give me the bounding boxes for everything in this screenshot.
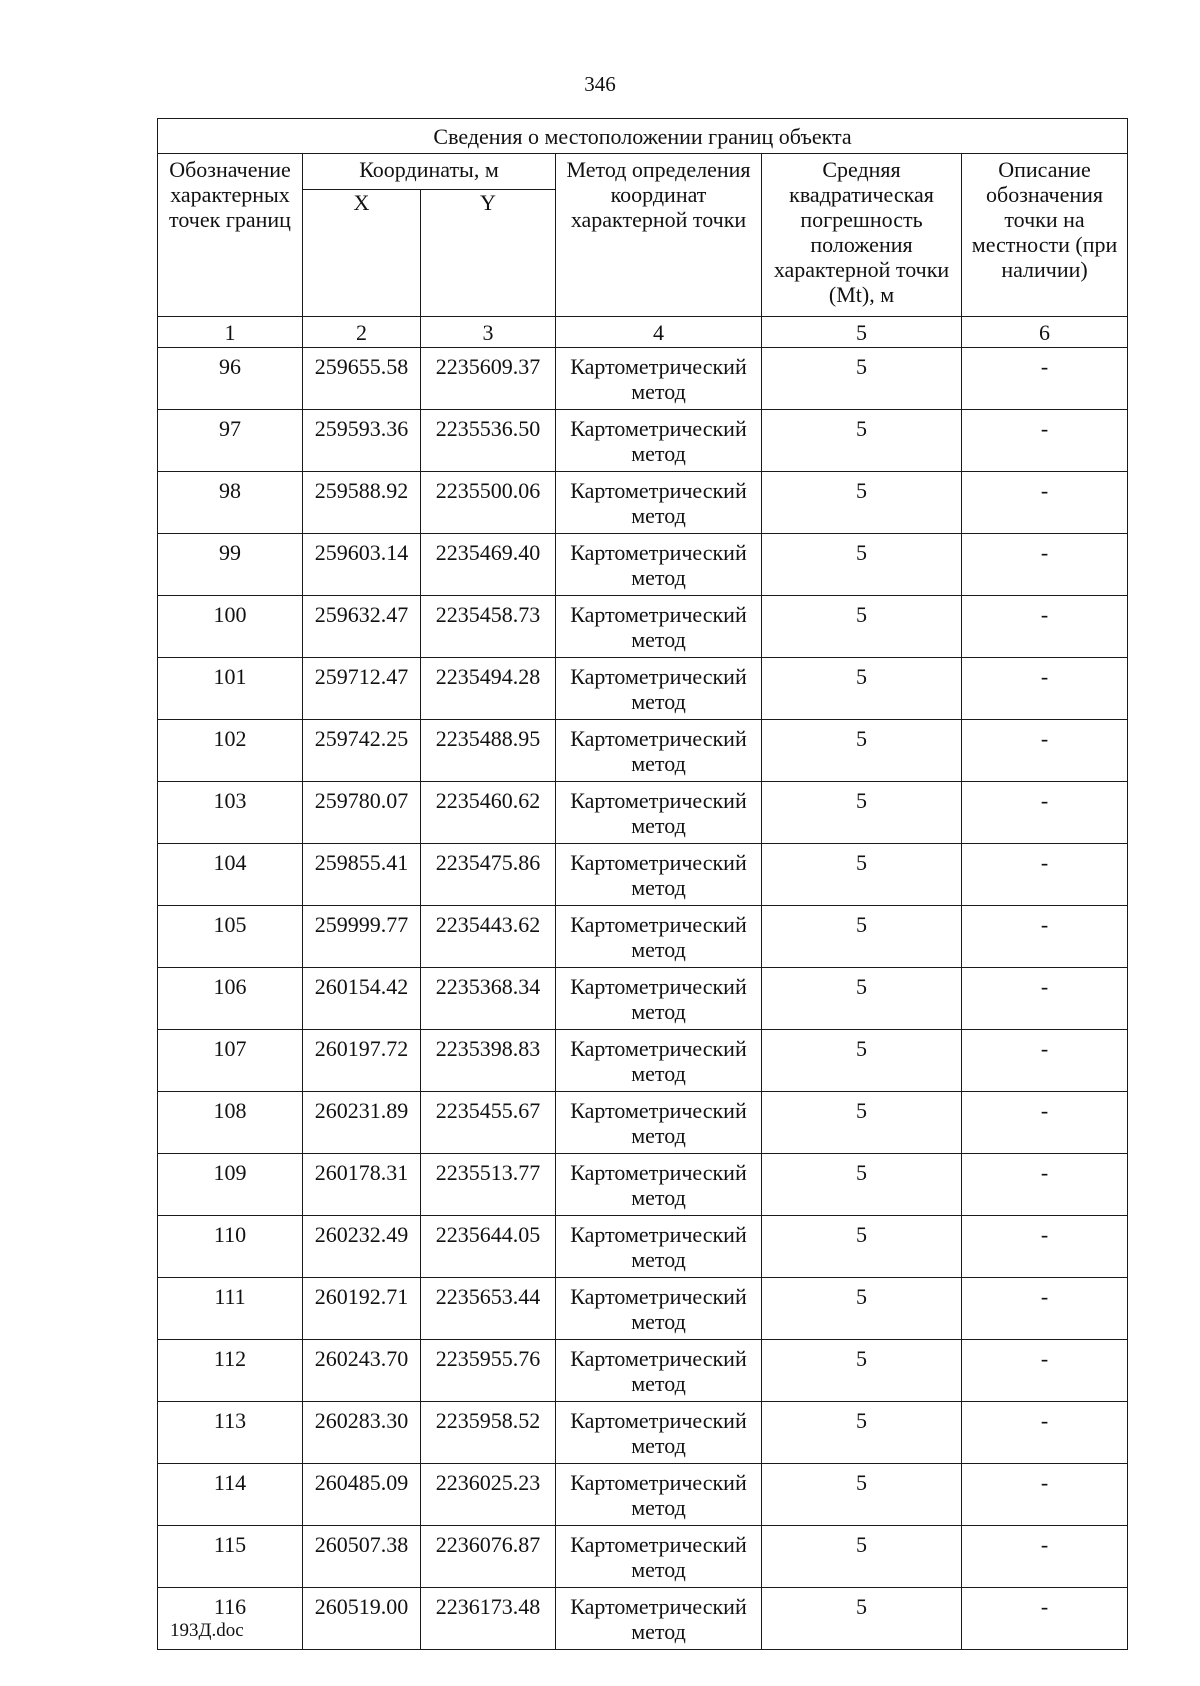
cell-point: 104 <box>158 844 303 906</box>
cell-error: 5 <box>762 906 962 968</box>
cell-point: 107 <box>158 1030 303 1092</box>
cell-y: 2235513.77 <box>421 1154 556 1216</box>
cell-error: 5 <box>762 348 962 410</box>
cell-error: 5 <box>762 1402 962 1464</box>
cell-error: 5 <box>762 1464 962 1526</box>
cell-error: 5 <box>762 782 962 844</box>
cell-x: 259603.14 <box>303 534 421 596</box>
cell-error: 5 <box>762 1030 962 1092</box>
cell-method <box>556 906 762 968</box>
method-line-2: метод <box>631 1495 686 1520</box>
cell-method <box>556 534 762 596</box>
method-line-2: метод <box>631 1061 686 1086</box>
method-line-2: метод <box>631 1557 686 1582</box>
method-line-1: Картометрический <box>570 1222 747 1247</box>
cell-y: 2235958.52 <box>421 1402 556 1464</box>
cell-method <box>556 1154 762 1216</box>
header-point: Обозначение характерных точек границ <box>158 154 303 317</box>
cell-y: 2236076.87 <box>421 1526 556 1588</box>
cell-method <box>556 968 762 1030</box>
cell-y: 2235609.37 <box>421 348 556 410</box>
cell-method <box>556 658 762 720</box>
cell-x: 260243.70 <box>303 1340 421 1402</box>
method-line-1: Картометрический <box>570 726 747 751</box>
cell-x: 260178.31 <box>303 1154 421 1216</box>
cell-point: 102 <box>158 720 303 782</box>
cell-y: 2236173.48 <box>421 1588 556 1650</box>
cell-y: 2235644.05 <box>421 1216 556 1278</box>
table-row <box>158 906 1128 968</box>
cell-description: - <box>962 720 1128 782</box>
cell-x: 259855.41 <box>303 844 421 906</box>
cell-error: 5 <box>762 968 962 1030</box>
cell-description: - <box>962 1588 1128 1650</box>
method-line-2: метод <box>631 1185 686 1210</box>
method-line-2: метод <box>631 999 686 1024</box>
cell-description: - <box>962 410 1128 472</box>
cell-x: 260231.89 <box>303 1092 421 1154</box>
method-line-1: Картометрический <box>570 1284 747 1309</box>
cell-description: - <box>962 1526 1128 1588</box>
method-line-2: метод <box>631 503 686 528</box>
cell-description: - <box>962 1092 1128 1154</box>
method-line-1: Картометрический <box>570 1532 747 1557</box>
table-row <box>158 1154 1128 1216</box>
method-line-1: Картометрический <box>570 1036 747 1061</box>
cell-method <box>556 410 762 472</box>
method-line-1: Картометрический <box>570 850 747 875</box>
table-row <box>158 1588 1128 1650</box>
header-coordinates: Координаты, м <box>303 154 556 190</box>
cell-x: 259712.47 <box>303 658 421 720</box>
cell-description: - <box>962 1216 1128 1278</box>
cell-error: 5 <box>762 658 962 720</box>
header-x: X <box>303 190 421 317</box>
cell-description: - <box>962 1154 1128 1216</box>
cell-point: 110 <box>158 1216 303 1278</box>
cell-method <box>556 1030 762 1092</box>
cell-point: 100 <box>158 596 303 658</box>
document-filename: 193Д.doc <box>170 1620 244 1641</box>
cell-method <box>556 782 762 844</box>
column-number: 1 <box>158 317 303 348</box>
cell-error: 5 <box>762 1216 962 1278</box>
cell-point: 105 <box>158 906 303 968</box>
page-number: 346 <box>584 72 616 96</box>
cell-description: - <box>962 348 1128 410</box>
method-line-2: метод <box>631 1371 686 1396</box>
cell-y: 2235653.44 <box>421 1278 556 1340</box>
cell-method <box>556 1526 762 1588</box>
cell-error: 5 <box>762 1092 962 1154</box>
method-line-2: метод <box>631 379 686 404</box>
method-line-2: метод <box>631 1309 686 1334</box>
cell-x: 259742.25 <box>303 720 421 782</box>
column-number-row <box>158 317 1128 348</box>
cell-error: 5 <box>762 1278 962 1340</box>
cell-x: 259655.58 <box>303 348 421 410</box>
method-line-2: метод <box>631 627 686 652</box>
cell-error: 5 <box>762 844 962 906</box>
method-line-1: Картометрический <box>570 912 747 937</box>
cell-description: - <box>962 906 1128 968</box>
cell-x: 260485.09 <box>303 1464 421 1526</box>
boundary-coordinates-table <box>157 118 1128 1650</box>
method-line-1: Картометрический <box>570 478 747 503</box>
method-line-1: Картометрический <box>570 1594 747 1619</box>
cell-x: 260507.38 <box>303 1526 421 1588</box>
table-row <box>158 720 1128 782</box>
cell-error: 5 <box>762 1526 962 1588</box>
cell-description: - <box>962 1464 1128 1526</box>
cell-x: 260519.00 <box>303 1588 421 1650</box>
cell-x: 260197.72 <box>303 1030 421 1092</box>
header-error: Средняя квадратическая погрешность положения характерной точки (Mt), м <box>762 154 962 317</box>
cell-point: 101 <box>158 658 303 720</box>
cell-method <box>556 1402 762 1464</box>
cell-point: 116 <box>158 1588 303 1650</box>
cell-error: 5 <box>762 1340 962 1402</box>
cell-error: 5 <box>762 596 962 658</box>
cell-method <box>556 1588 762 1650</box>
cell-method <box>556 1278 762 1340</box>
cell-point: 99 <box>158 534 303 596</box>
cell-method <box>556 1216 762 1278</box>
table-title: Сведения о местоположении границ объекта <box>158 119 1128 154</box>
cell-method <box>556 472 762 534</box>
cell-description: - <box>962 1278 1128 1340</box>
table-row <box>158 1030 1128 1092</box>
cell-y: 2235488.95 <box>421 720 556 782</box>
cell-x: 259593.36 <box>303 410 421 472</box>
cell-point: 115 <box>158 1526 303 1588</box>
cell-description: - <box>962 782 1128 844</box>
cell-x: 260192.71 <box>303 1278 421 1340</box>
cell-description: - <box>962 968 1128 1030</box>
method-line-2: метод <box>631 1433 686 1458</box>
table-row <box>158 844 1128 906</box>
cell-point: 96 <box>158 348 303 410</box>
header-y: Y <box>421 190 556 317</box>
cell-x: 260232.49 <box>303 1216 421 1278</box>
table-row <box>158 596 1128 658</box>
method-line-1: Картометрический <box>570 788 747 813</box>
header-description: Описание обозначения точки на местности (при наличии) <box>962 154 1128 317</box>
cell-point: 103 <box>158 782 303 844</box>
cell-y: 2235955.76 <box>421 1340 556 1402</box>
method-line-2: метод <box>631 875 686 900</box>
method-line-1: Картометрический <box>570 416 747 441</box>
cell-error: 5 <box>762 472 962 534</box>
cell-x: 259632.47 <box>303 596 421 658</box>
cell-error: 5 <box>762 720 962 782</box>
table-row <box>158 658 1128 720</box>
cell-point: 111 <box>158 1278 303 1340</box>
cell-point: 109 <box>158 1154 303 1216</box>
method-line-2: метод <box>631 565 686 590</box>
cell-y: 2235458.73 <box>421 596 556 658</box>
cell-y: 2235500.06 <box>421 472 556 534</box>
table-row <box>158 534 1128 596</box>
cell-method <box>556 1340 762 1402</box>
cell-x: 259999.77 <box>303 906 421 968</box>
table-row <box>158 1464 1128 1526</box>
method-line-1: Картометрический <box>570 1470 747 1495</box>
cell-point: 113 <box>158 1402 303 1464</box>
table-row <box>158 1340 1128 1402</box>
table-row <box>158 348 1128 410</box>
cell-method <box>556 720 762 782</box>
method-line-2: метод <box>631 1247 686 1272</box>
method-line-2: метод <box>631 813 686 838</box>
cell-point: 106 <box>158 968 303 1030</box>
column-number: 5 <box>762 317 962 348</box>
cell-y: 2235398.83 <box>421 1030 556 1092</box>
column-number: 2 <box>303 317 421 348</box>
table-row <box>158 1526 1128 1588</box>
method-line-2: метод <box>631 689 686 714</box>
cell-method <box>556 1092 762 1154</box>
table-row <box>158 472 1128 534</box>
cell-x: 260283.30 <box>303 1402 421 1464</box>
method-line-1: Картометрический <box>570 602 747 627</box>
cell-error: 5 <box>762 410 962 472</box>
cell-x: 259588.92 <box>303 472 421 534</box>
method-line-2: метод <box>631 1619 686 1644</box>
cell-method <box>556 348 762 410</box>
cell-y: 2235443.62 <box>421 906 556 968</box>
method-line-1: Картометрический <box>570 1098 747 1123</box>
cell-error: 5 <box>762 534 962 596</box>
method-line-1: Картометрический <box>570 540 747 565</box>
method-line-1: Картометрический <box>570 974 747 999</box>
cell-y: 2235536.50 <box>421 410 556 472</box>
cell-description: - <box>962 1030 1128 1092</box>
cell-description: - <box>962 658 1128 720</box>
cell-y: 2236025.23 <box>421 1464 556 1526</box>
cell-point: 98 <box>158 472 303 534</box>
cell-y: 2235460.62 <box>421 782 556 844</box>
header-row <box>158 154 1128 190</box>
method-line-1: Картометрический <box>570 1160 747 1185</box>
cell-method <box>556 844 762 906</box>
column-number: 4 <box>556 317 762 348</box>
column-number: 3 <box>421 317 556 348</box>
column-number: 6 <box>962 317 1128 348</box>
method-line-2: метод <box>631 441 686 466</box>
cell-description: - <box>962 844 1128 906</box>
cell-method <box>556 1464 762 1526</box>
cell-point: 112 <box>158 1340 303 1402</box>
method-line-2: метод <box>631 751 686 776</box>
table-row <box>158 1216 1128 1278</box>
cell-description: - <box>962 1402 1128 1464</box>
cell-x: 259780.07 <box>303 782 421 844</box>
cell-description: - <box>962 534 1128 596</box>
cell-error: 5 <box>762 1588 962 1650</box>
table-row <box>158 1092 1128 1154</box>
cell-description: - <box>962 472 1128 534</box>
method-line-1: Картометрический <box>570 1408 747 1433</box>
cell-description: - <box>962 1340 1128 1402</box>
table-row <box>158 410 1128 472</box>
method-line-2: метод <box>631 937 686 962</box>
cell-method <box>556 596 762 658</box>
cell-y: 2235368.34 <box>421 968 556 1030</box>
header-method: Метод определения координат характерной точки <box>556 154 762 317</box>
table-row <box>158 782 1128 844</box>
cell-y: 2235469.40 <box>421 534 556 596</box>
cell-point: 97 <box>158 410 303 472</box>
cell-point: 108 <box>158 1092 303 1154</box>
table-row <box>158 1402 1128 1464</box>
cell-error: 5 <box>762 1154 962 1216</box>
method-line-1: Картометрический <box>570 354 747 379</box>
cell-y: 2235455.67 <box>421 1092 556 1154</box>
method-line-1: Картометрический <box>570 1346 747 1371</box>
cell-y: 2235494.28 <box>421 658 556 720</box>
table-title-row <box>158 119 1128 154</box>
table-row <box>158 968 1128 1030</box>
cell-x: 260154.42 <box>303 968 421 1030</box>
cell-y: 2235475.86 <box>421 844 556 906</box>
method-line-1: Картометрический <box>570 664 747 689</box>
table-row <box>158 1278 1128 1340</box>
cell-description: - <box>962 596 1128 658</box>
cell-point: 114 <box>158 1464 303 1526</box>
method-line-2: метод <box>631 1123 686 1148</box>
